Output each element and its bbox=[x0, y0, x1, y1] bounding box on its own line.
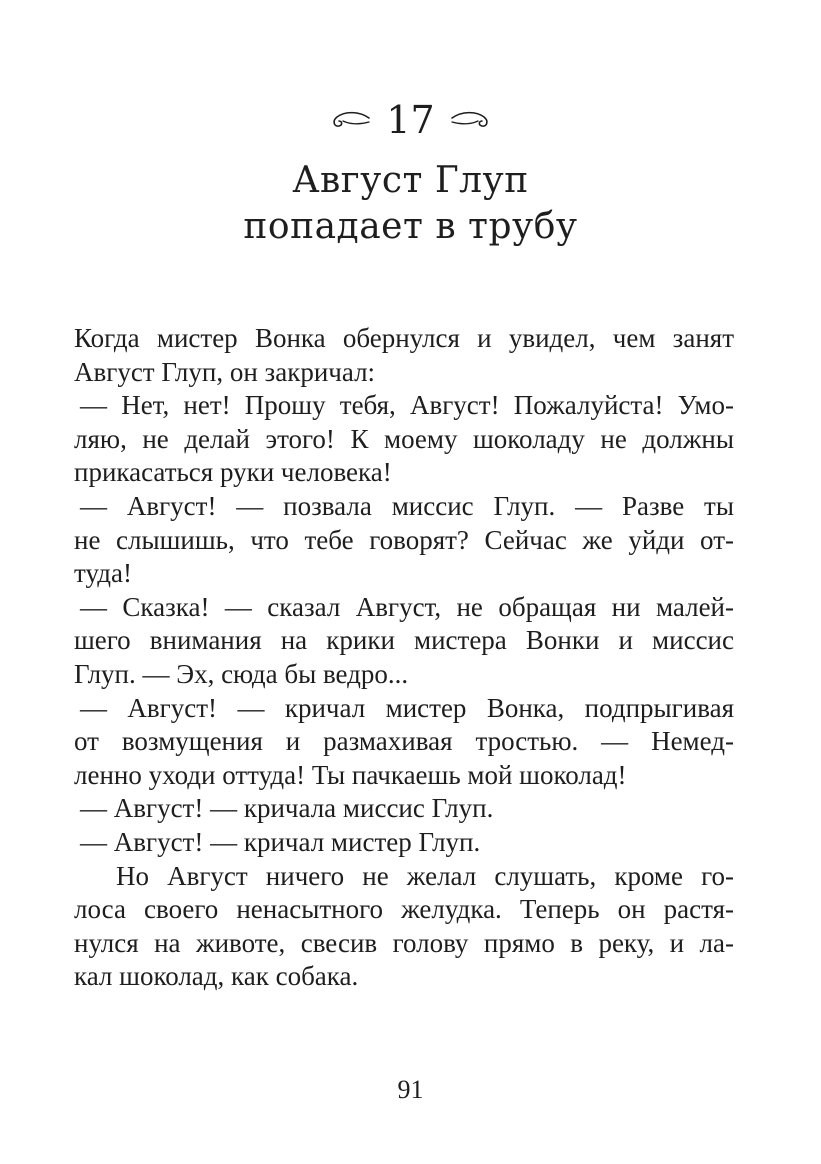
text-line: шего внимания на крики мистера Вонки и миссис bbox=[74, 625, 734, 656]
text-line: Но Август ничего не желал слушать, кроме го- bbox=[116, 860, 734, 891]
text-line: туда! bbox=[74, 558, 132, 589]
text-line: — Нет, нет! Прошу тебя, Август! Пожалуйста! Умо- bbox=[80, 390, 734, 421]
text-line: кал шоколад, как собака. bbox=[74, 961, 359, 992]
text-line: — Август! — кричала миссис Глуп. bbox=[80, 793, 494, 824]
chapter-number: 17 bbox=[386, 98, 435, 142]
text-line: Когда мистер Вонка обернулся и увидел, чем занят bbox=[74, 323, 734, 353]
text-line: нулся на животе, свесив голову прямо в реку, и ла- bbox=[74, 927, 734, 958]
text-line: — Август! — кричал мистер Глуп. bbox=[80, 826, 481, 857]
page-number: 91 bbox=[397, 1075, 424, 1104]
flourish-right-icon bbox=[450, 109, 492, 131]
text-line: прикасаться руки человека! bbox=[74, 457, 392, 488]
text-line: не слышишь, что тебе говорят? Сейчас же уйди от- bbox=[74, 524, 734, 555]
text-line: — Август! — кричал мистер Вонка, подпрыгивая bbox=[80, 692, 734, 723]
chapter-title-line-1: Август Глуп bbox=[292, 160, 529, 201]
text-line: ляю, не делай этого! К моему шоколаду не должны bbox=[74, 423, 734, 454]
body-text bbox=[74, 322, 734, 994]
text-line: Август Глуп, он закричал: bbox=[74, 356, 376, 387]
flourish-left-icon bbox=[329, 109, 371, 131]
text-line: лоса своего ненасытного желудка. Теперь он растя- bbox=[74, 894, 734, 925]
text-line: — Август! — позвала миссис Глуп. — Разве ты bbox=[80, 490, 734, 521]
text-line: Глуп. — Эх, сюда бы ведро... bbox=[74, 658, 409, 689]
text-line: ленно уходи оттуда! Ты пачкаешь мой шоколад! bbox=[74, 759, 627, 790]
text-line: от возмущения и размахивая тростью. — Немед- bbox=[74, 726, 734, 757]
chapter-title-line-2: попадает в трубу bbox=[243, 206, 578, 247]
chapter-heading bbox=[0, 92, 821, 152]
text-line: — Сказка! — сказал Август, не обращая ни малей- bbox=[80, 591, 734, 622]
chapter-title bbox=[0, 158, 821, 250]
